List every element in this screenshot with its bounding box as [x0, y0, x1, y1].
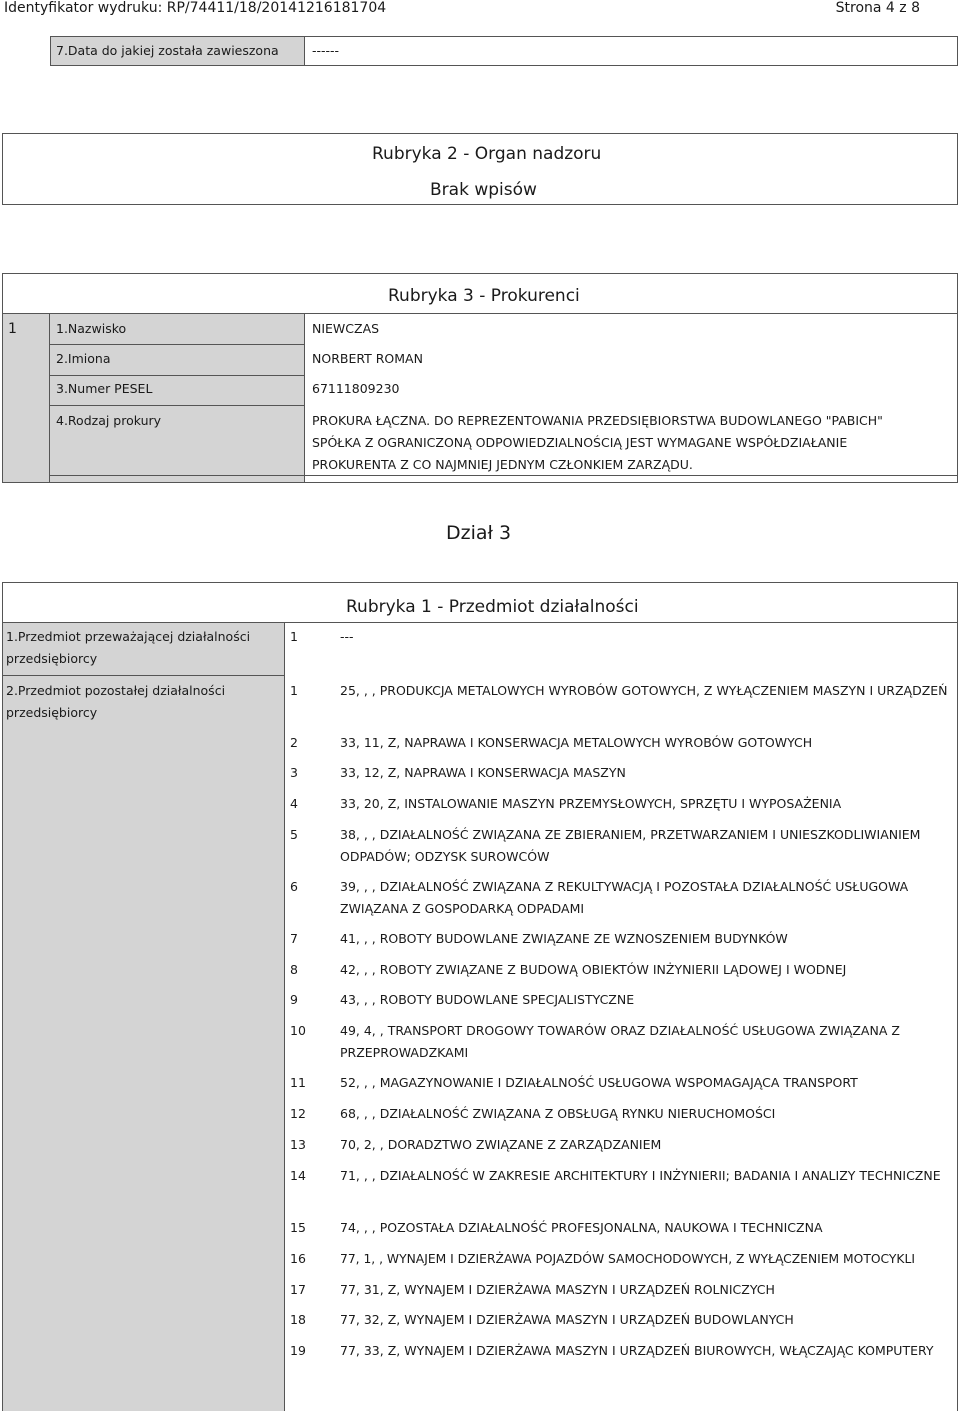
- rubric2-empty: Brak wpisów: [430, 180, 537, 200]
- activity-text: 41, , , ROBOTY BUDOWLANE ZWIĄZANE ZE WZNOSZENIEM BUDYNKÓW: [340, 931, 788, 946]
- pesel-value: 67111809230: [312, 381, 400, 396]
- rubric1-row-line: [2, 675, 285, 676]
- surname-value: NIEWCZAS: [312, 321, 380, 336]
- activity-text: 42, , , ROBOTY ZWIĄZANE Z BUDOWĄ OBIEKTÓW INŻYNIERII LĄDOWEJ I WODNEJ: [340, 962, 847, 977]
- activity-number: 15: [290, 1220, 306, 1235]
- activity-number: 5: [290, 827, 298, 842]
- activity-text: 70, 2, , DORADZTWO ZWIĄZANE Z ZARZĄDZANIEM: [340, 1137, 662, 1152]
- suspension-value-cell: [304, 36, 958, 66]
- first-names-label: 2.Imiona: [56, 351, 111, 366]
- activity-text: 68, , , DZIAŁALNOŚĆ ZWIĄZANA Z OBSŁUGĄ RYNKU NIERUCHOMOŚCI: [340, 1106, 776, 1121]
- activity-text: 43, , , ROBOTY BUDOWLANE SPECJALISTYCZNE: [340, 992, 635, 1007]
- rubric1-title: Rubryka 1 - Przedmiot działalności: [346, 597, 639, 617]
- rubric1-label-col: [2, 622, 285, 1411]
- activity-number: 1: [290, 683, 298, 698]
- activity-number: 11: [290, 1075, 306, 1090]
- rubric3-title: Rubryka 3 - Prokurenci: [388, 286, 580, 306]
- activity-number: 12: [290, 1106, 306, 1121]
- activity-number: 17: [290, 1282, 306, 1297]
- activity-text: 49, 4, , TRANSPORT DROGOWY TOWARÓW ORAZ DZIAŁALNOŚĆ USŁUGOWA ZWIĄZANA Z PRZEPROWADZKAMI: [340, 1023, 900, 1060]
- activity-number: 8: [290, 962, 298, 977]
- page-number: Strona 4 z 8: [835, 0, 920, 16]
- activity-number: 14: [290, 1168, 306, 1183]
- activity-text: 71, , , DZIAŁALNOŚĆ W ZAKRESIE ARCHITEKTURY I INŻYNIERII; BADANIA I ANALIZY TECHNICZNE: [340, 1168, 941, 1183]
- first-names-value: NORBERT ROMAN: [312, 351, 423, 366]
- surname-label: 1.Nazwisko: [56, 321, 127, 336]
- pesel-label: 3.Numer PESEL: [56, 381, 153, 396]
- activity-text: 52, , , MAGAZYNOWANIE I DZIAŁALNOŚĆ USŁUGOWA WSPOMAGAJĄCA TRANSPORT: [340, 1075, 858, 1090]
- main-activity-number: 1: [290, 629, 298, 644]
- rubric3-row-line: [49, 313, 958, 314]
- activity-number: 4: [290, 796, 298, 811]
- activity-number: 3: [290, 765, 298, 780]
- activity-number: 7: [290, 931, 298, 946]
- activity-number: 13: [290, 1137, 306, 1152]
- activity-text: 77, 32, Z, WYNAJEM I DZIERŻAWA MASZYN I URZĄDZEŃ BUDOWLANYCH: [340, 1312, 794, 1327]
- activity-text: 77, 1, , WYNAJEM I DZIERŻAWA POJAZDÓW SAMOCHODOWYCH, Z WYŁĄCZENIEM MOTOCYKLI: [340, 1252, 915, 1266]
- proxy-type-value: PROKURA ŁĄCZNA. DO REPREZENTOWANIA PRZEDSIĘBIORSTWA BUDOWLANEGO "PABICH" SPÓŁKA Z OGRANICZONĄ ODPOWIEDZIALNOŚCIĄ JEST WYMAGANE WSPÓŁDZIAŁANIE PROKURENTA Z CO NAJMNIEJ JEDNYM CZŁONKIEM ZARZĄDU.: [312, 413, 883, 472]
- activity-number: 2: [290, 735, 298, 750]
- section-title: Dział 3: [446, 522, 512, 544]
- activity-text: 38, , , DZIAŁALNOŚĆ ZWIĄZANA ZE ZBIERANIEM, PRZETWARZANIEM I UNIESZKODLIWIANIEM ODPADÓW; ODZYSK SUROWCÓW: [340, 827, 921, 864]
- activity-number: 16: [290, 1251, 306, 1266]
- main-activity-label: 1.Przedmiot przeważającej działalności przedsiębiorcy: [6, 629, 251, 666]
- activity-text: 74, , , POZOSTAŁA DZIAŁALNOŚĆ PROFESJONALNA, NAUKOWA I TECHNICZNA: [340, 1220, 823, 1235]
- rubric3-row-line: [49, 375, 305, 376]
- rubric3-row-line: [49, 405, 305, 406]
- activity-text: 39, , , DZIAŁALNOŚĆ ZWIĄZANA Z REKULTYWACJĄ I POZOSTAŁA DZIAŁALNOŚĆ USŁUGOWA ZWIĄZANA Z GOSPODARKĄ ODPADAMI: [340, 879, 909, 916]
- activity-number: 9: [290, 992, 298, 1007]
- activity-text: 25, , , PRODUKCJA METALOWYCH WYROBÓW GOTOWYCH, Z WYŁĄCZENIEM MASZYN I URZĄDZEŃ: [340, 683, 948, 698]
- rubric1-top-line: [2, 622, 958, 623]
- activity-number: 10: [290, 1023, 306, 1038]
- other-activity-label: 2.Przedmiot pozostałej działalności przedsiębiorcy: [6, 683, 226, 720]
- activity-text: 77, 33, Z, WYNAJEM I DZIERŻAWA MASZYN I URZĄDZEŃ BIUROWYCH, WŁĄCZAJĄC KOMPUTERY: [340, 1343, 934, 1358]
- activity-text: 33, 11, Z, NAPRAWA I KONSERWACJA METALOWYCH WYROBÓW GOTOWYCH: [340, 735, 813, 750]
- rubric3-row-line: [49, 344, 305, 345]
- print-identifier: Identyfikator wydruku: RP/74411/18/20141216181704: [4, 0, 387, 16]
- activity-text: 33, 20, Z, INSTALOWANIE MASZYN PRZEMYSŁOWYCH, SPRZĘTU I WYPOSAŻENIA: [340, 796, 842, 811]
- activity-number: 19: [290, 1343, 306, 1358]
- main-activity-value: ---: [340, 629, 354, 644]
- activity-number: 6: [290, 879, 298, 894]
- rubric3-index: 1: [8, 321, 17, 337]
- rubric2-title: Rubryka 2 - Organ nadzoru: [372, 144, 602, 164]
- activity-text: 77, 31, Z, WYNAJEM I DZIERŻAWA MASZYN I URZĄDZEŃ ROLNICZYCH: [340, 1282, 775, 1297]
- activity-text: 33, 12, Z, NAPRAWA I KONSERWACJA MASZYN: [340, 765, 626, 780]
- activity-number: 18: [290, 1312, 306, 1327]
- suspension-label: 7.Data do jakiej została zawieszona: [56, 43, 279, 58]
- suspension-value: ------: [312, 43, 340, 58]
- proxy-type-label: 4.Rodzaj prokury: [56, 413, 162, 428]
